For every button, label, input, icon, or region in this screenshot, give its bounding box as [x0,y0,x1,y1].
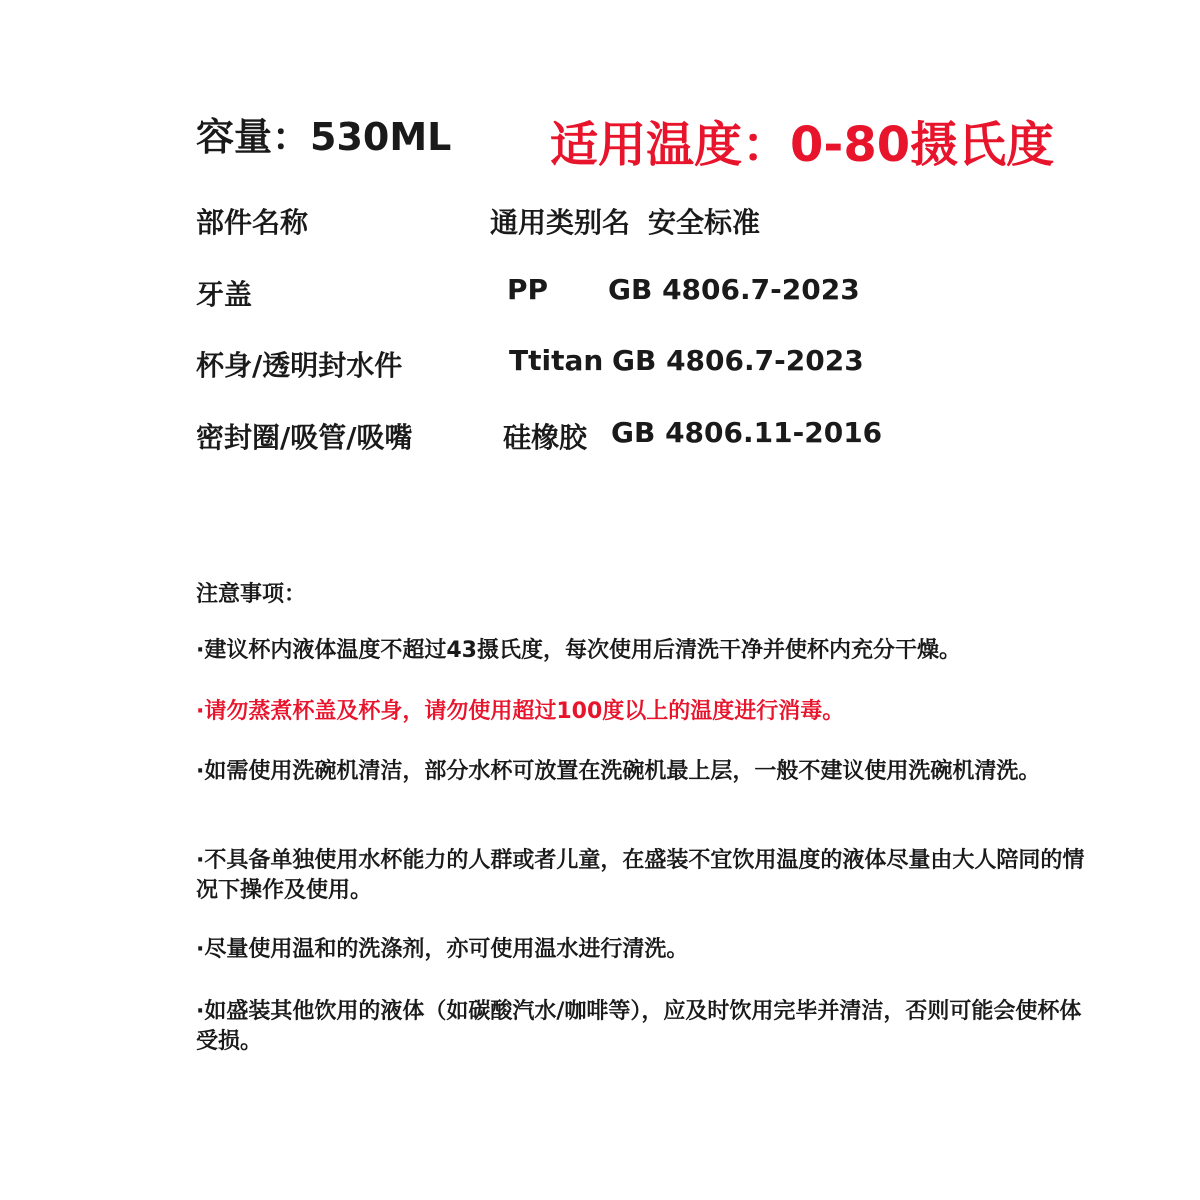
note-item: ·建议杯内液体温度不超过43摄氏度，每次使用后清洗干净并使杯内充分干燥。 [196,638,961,663]
column-header-material: 通用类别名 [490,206,631,239]
safety-standard: GB 4806.7-2023 [612,344,864,377]
part-name: 密封圈/吸管/吸嘴 [196,421,413,454]
temperature-label: 适用温度：0-80摄氏度 [550,117,1055,173]
capacity-label: 容量：530ML [196,115,452,159]
part-name: 牙盖 [196,278,253,311]
column-header-part-name: 部件名称 [196,206,309,239]
column-header-standard: 安全标准 [648,206,761,239]
note-item: ·如盛装其他饮用的液体（如碳酸汽水/咖啡等），应及时饮用完毕并清洁，否则可能会使杯体受损。 [196,999,1082,1054]
safety-standard: GB 4806.11-2016 [611,416,883,449]
material: PP [507,273,549,306]
note-item-warning: ·请勿蒸煮杯盖及杯身，请勿使用超过100度以上的温度进行消毒。 [196,699,845,724]
material: 硅橡胶 [503,421,588,454]
note-item: ·不具备单独使用水杯能力的人群或者儿童，在盛装不宜饮用温度的液体尽量由大人陪同的情况下操作及使用。 [196,848,1085,903]
notes-title: 注意事项： [196,582,307,607]
safety-standard: GB 4806.7-2023 [608,273,860,306]
part-name: 杯身/透明封水件 [196,349,403,382]
note-item: ·尽量使用温和的洗涤剂，亦可使用温水进行清洗。 [196,937,689,962]
material: Ttitan [509,344,604,377]
note-item: ·如需使用洗碗机清洁，部分水杯可放置在洗碗机最上层，一般不建议使用洗碗机清洗。 [196,759,1041,784]
